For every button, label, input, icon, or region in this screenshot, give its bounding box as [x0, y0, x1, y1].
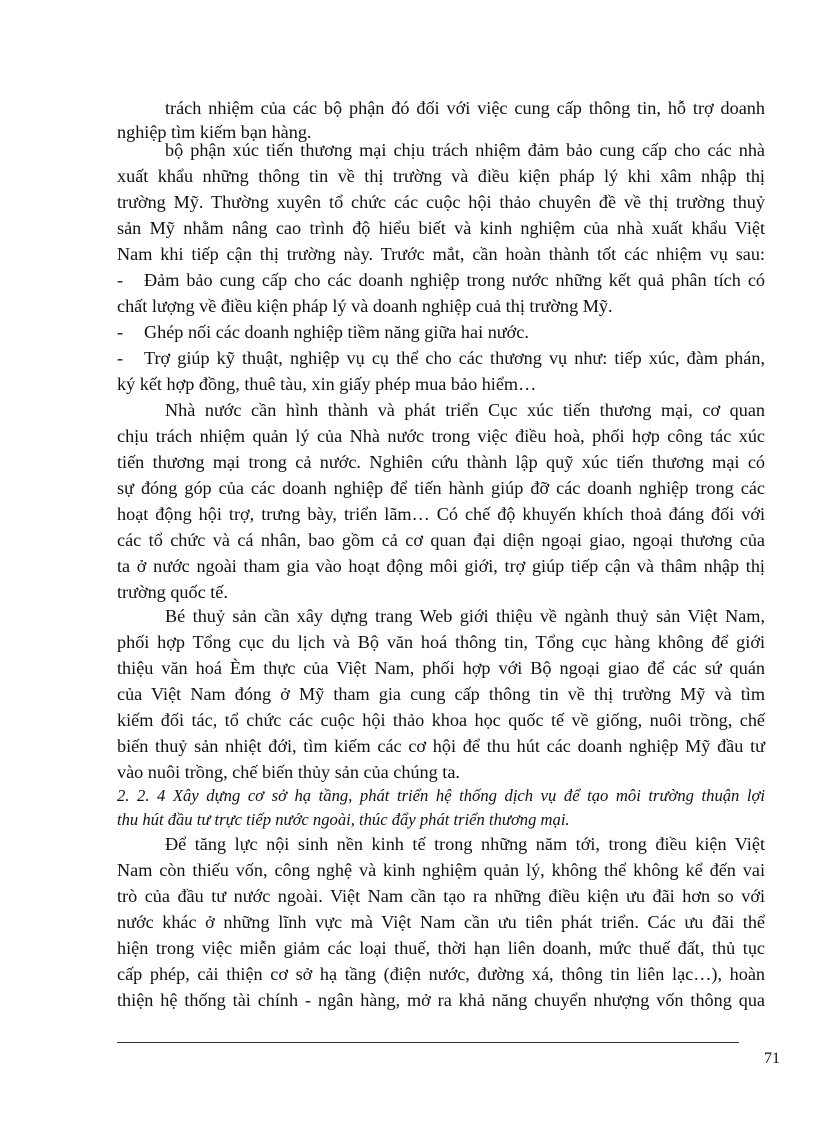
text-line: cấp phép, cải thiện cơ sở hạ tầng (điện nước, đường xá, thông tin liên lạc…), hoàn	[117, 964, 765, 984]
text-line: ta ở nước ngoài tham gia vào hoạt động môi giới, trợ giúp tiếp cận và thâm nhập thị	[117, 556, 765, 576]
text-line: sản Mỹ nhằm nâng cao trình độ hiểu biết và kinh nghiệm của nhà xuất khẩu Việt	[117, 218, 765, 238]
text-line: Bé thuỷ sản cần xây dựng trang Web giới thiệu về ngành thuỷ sản Việt Nam,	[165, 606, 765, 626]
text-line: biến thuỷ sản nhiệt đới, tìm kiếm các cơ hội để thu hút các doanh nghiệp Mỹ đầu tư	[117, 736, 765, 756]
text-line: xuất khẩu những thông tin về thị trường và điều kiện pháp lý khi xâm nhập thị	[117, 166, 765, 186]
text-line: trường Mỹ. Thường xuyên tổ chức các cuộc hội thảo chuyên đề về thị trường thuỷ	[117, 192, 765, 212]
text-line: trách nhiệm của các bộ phận đó đối với việc cung cấp thông tin, hỗ trợ doanh	[165, 98, 765, 118]
text-line: nghiệp tìm kiếm bạn hàng.	[117, 122, 312, 142]
text-line: các tổ chức và cá nhân, bao gồm cả cơ quan đại diện ngoại giao, ngoại thương của	[117, 530, 765, 550]
text-line: tiến thương mại trong cả nước. Nghiên cứu thành lập quỹ xúc tiến thương mại có	[117, 452, 765, 472]
text-line: hiện trong việc miễn giảm các loại thuế, thời hạn liên doanh, mức thuế đất, thủ tục	[117, 938, 765, 958]
text-line: chất lượng về điều kiện pháp lý và doanh nghiệp cuả thị trường Mỹ.	[117, 296, 613, 316]
bullet-item	[117, 346, 765, 370]
text-line: hoạt động hội trợ, trưng bày, triển lãm… Có chế độ khuyến khích thoả đáng đối với	[117, 504, 765, 524]
text-line: ký kết hợp đồng, thuê tàu, xin giấy phép mua bảo hiểm…	[117, 374, 537, 394]
text-line: Nam khi tiếp cận thị trường này. Trước mắt, cần hoàn thành tốt các nhiệm vụ sau:	[117, 244, 765, 264]
text-line: Ghép nối các doanh nghiệp tiềm năng giữa hai nước.	[144, 322, 529, 342]
page-number: 71	[764, 1050, 780, 1067]
text-line: bộ phận xúc tiến thương mại chịu trách nhiệm đảm bảo cung cấp cho các nhà	[165, 140, 765, 160]
text-line: trò của đầu tư nước ngoài. Việt Nam cần tạo ra những điều kiện ưu đãi hơn so với	[117, 886, 765, 906]
text-line: Trợ giúp kỹ thuật, nghiệp vụ cụ thể cho các thương vụ như: tiếp xúc, đàm phán,	[144, 348, 765, 368]
section-heading: 2. 2. 4 Xây dựng cơ sở hạ tầng, phát triển hệ thống dịch vụ để tạo môi trường thuận lợi	[117, 786, 765, 805]
bullet-dash: -	[117, 348, 124, 368]
text-line: sự đóng góp của các doanh nghiệp để tiến hành giúp đỡ các doanh nghiệp trong các	[117, 478, 765, 498]
text-line: phối hợp Tổng cục du lịch và Bộ văn hoá thông tin, Tổng cục hàng không để giới	[117, 632, 765, 652]
text-line: Nam còn thiếu vốn, công nghệ và kinh nghiệm quản lý, không thể không kể đến vai	[117, 860, 765, 880]
text-line: trường quốc tế.	[117, 582, 228, 602]
footer-rule	[117, 1042, 739, 1043]
section-heading: thu hút đầu tư trực tiếp nước ngoài, thúc đẩy phát triển thương mại.	[117, 810, 570, 829]
text-line: kiếm đối tác, tổ chức các cuộc hội thảo khoa học quốc tế về giống, nuôi trồng, chế	[117, 710, 765, 730]
text-line: thiện hệ thống tài chính - ngân hàng, mở ra khả năng chuyển nhượng vốn thông qua	[117, 990, 765, 1010]
bullet-dash: -	[117, 322, 124, 342]
text-line: vào nuôi trồng, chế biến thủy sản của chúng ta.	[117, 762, 460, 782]
text-line: nước khác ở những lĩnh vực mà Việt Nam cần ưu tiên phát triển. Các ưu đãi thể	[117, 912, 765, 932]
bullet-item	[117, 320, 765, 344]
text-line: Đảm bảo cung cấp cho các doanh nghiệp trong nước những kết quả phân tích có	[144, 270, 765, 290]
text-line: Để tăng lực nội sinh nền kinh tế trong những năm tới, trong điều kiện Việt	[165, 834, 765, 854]
text-line: của Việt Nam đóng ở Mỹ tham gia cung cấp thông tin về thị trường Mỹ và tìm	[117, 684, 765, 704]
text-line: Nhà nước cần hình thành và phát triển Cục xúc tiến thương mại, cơ quan	[165, 400, 765, 420]
bullet-dash: -	[117, 270, 124, 290]
text-line: chịu trách nhiệm quản lý của Nhà nước trong việc điều hoà, phối hợp công tác xúc	[117, 426, 765, 446]
bullet-item	[117, 268, 765, 292]
text-line: thiệu văn hoá Èm thực của Việt Nam, phối hợp với Bộ ngoại giao để các sứ quán	[117, 658, 765, 678]
